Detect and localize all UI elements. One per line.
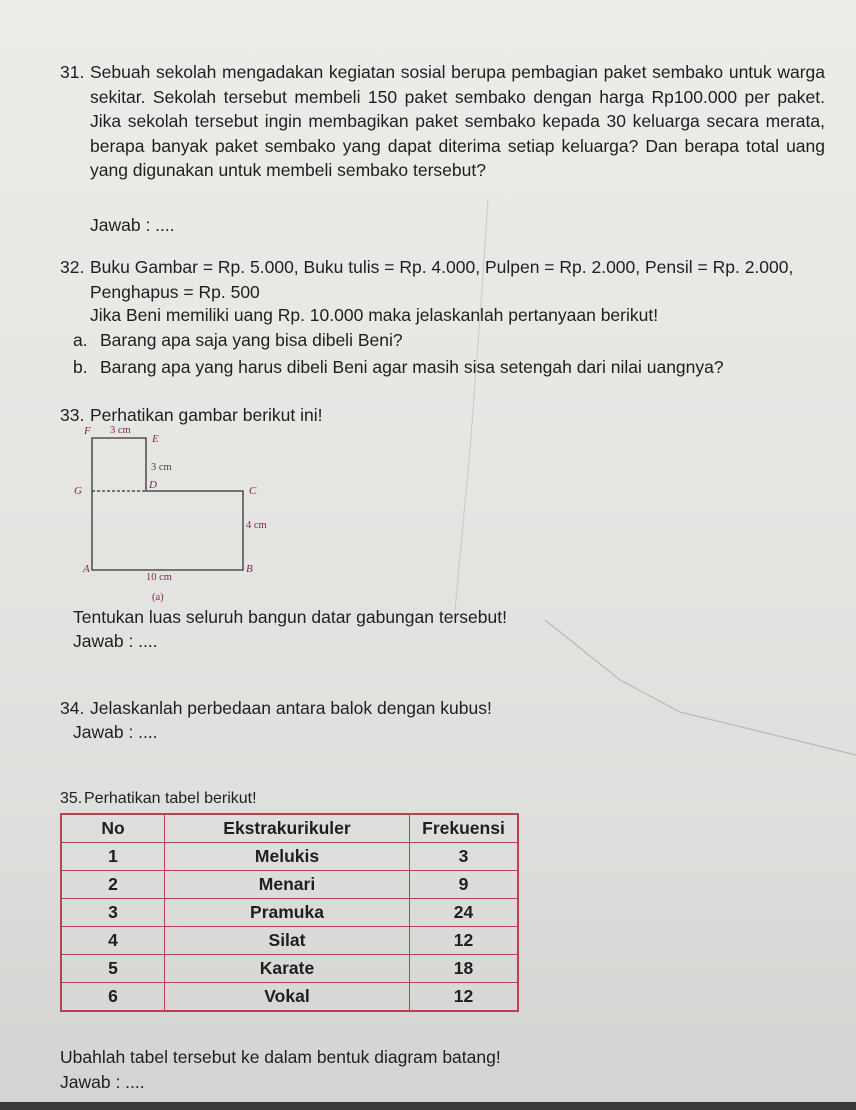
cell-frequency: 12 [410,927,519,955]
cell-activity: Melukis [165,843,410,871]
q35-number: 35. [60,790,83,807]
label-g: G [74,485,82,497]
header-frekuensi: Frekuensi [410,814,519,843]
header-no: No [61,814,165,843]
q32-text: Buku Gambar = Rp. 5.000, Buku tulis = Rp. 4.000, Pulpen = Rp. 2.000, Pensil = Rp. 2.000, Penghapus = Rp. 500 [90,257,794,302]
cell-frequency: 9 [410,871,519,899]
q31-answer: Jawab : .... [90,215,175,235]
figure-caption: (a) [152,592,164,603]
cell-no: 5 [61,955,165,983]
q32-b-text: Barang apa yang harus dibeli Beni agar masih sisa setengah dari nilai uangnya? [100,357,724,377]
cell-no: 3 [61,899,165,927]
label-f: F [84,425,91,437]
q33-answer: Jawab : .... [73,631,158,651]
cell-frequency: 18 [410,955,519,983]
cell-activity: Vokal [165,983,410,1012]
cell-activity: Pramuka [165,899,410,927]
cell-activity: Karate [165,955,410,983]
label-top-length: 3 cm [110,425,131,436]
label-bottom-length: 10 cm [146,572,172,583]
q32-number: 32. [60,257,85,277]
table-row [61,899,518,927]
cell-no: 4 [61,927,165,955]
label-d: D [149,479,157,491]
photo-bottom-edge [0,1102,856,1110]
cell-frequency: 24 [410,899,519,927]
cell-frequency: 12 [410,983,519,1012]
q35-answer: Jawab : .... [60,1072,145,1092]
label-b: B [246,563,253,575]
table-row [61,983,518,1012]
cell-no: 6 [61,983,165,1012]
q35-text: Perhatikan tabel berikut! [84,790,257,807]
shape-outline [92,438,243,570]
label-side-length: 3 cm [151,462,172,473]
label-a: A [83,563,90,575]
cell-no: 2 [61,871,165,899]
label-c: C [249,485,257,497]
cell-activity: Menari [165,871,410,899]
q35-instruction: Ubahlah tabel tersebut ke dalam bentuk diagram batang! [60,1047,501,1067]
frequency-table [60,813,519,1012]
q31-number: 31. [60,62,85,82]
cell-activity: Silat [165,927,410,955]
q32-a-text: Barang apa saja yang bisa dibeli Beni? [100,330,403,350]
label-right-length: 4 cm [246,520,267,531]
table-header-row [61,814,518,843]
q34-text: Jelaskanlah perbedaan antara balok dengan kubus! [90,698,492,718]
cell-no: 1 [61,843,165,871]
q32-instruction: Jika Beni memiliki uang Rp. 10.000 maka jelaskanlah pertanyaan berikut! [90,305,659,325]
q33-instruction: Tentukan luas seluruh bangun datar gabungan tersebut! [73,607,507,627]
composite-shape-figure [60,420,290,605]
label-e: E [152,433,159,445]
q33-number: 33. [60,405,85,425]
table-row [61,843,518,871]
q34-number: 34. [60,698,85,718]
q32-a-label: a. [73,330,88,350]
table-row [61,927,518,955]
table-row [61,955,518,983]
q32-b-label: b. [73,357,88,377]
header-ekstrakurikuler: Ekstrakurikuler [165,814,410,843]
q33-text: Perhatikan gambar berikut ini! [90,405,323,425]
cell-frequency: 3 [410,843,519,871]
q31-text: Sebuah sekolah mengadakan kegiatan sosial berupa pembagian paket sembako untuk warga sekitar. Sekolah tersebut membeli 150 paket sembako dengan harga Rp100.000 per paket. Jika sekolah tersebut ingin membagikan paket sembako kepada 30 keluarga secara merata, berapa banyak paket sembako yang dapat diterima setiap keluarga? Dan berapa total uang yang digunakan untuk membeli sembako tersebut? [90,62,825,180]
q34-answer: Jawab : .... [73,722,158,742]
table-row [61,871,518,899]
